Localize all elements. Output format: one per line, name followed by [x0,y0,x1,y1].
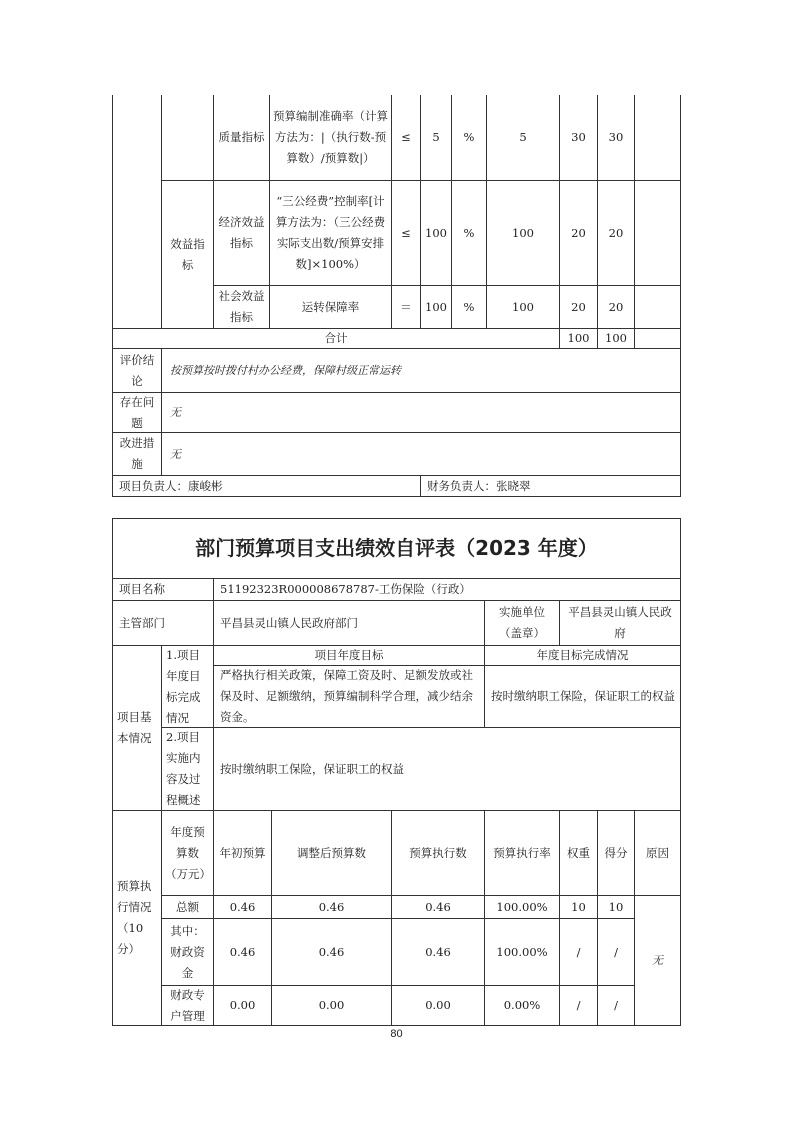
budget-cell: / [559,918,598,986]
reason: 无 [634,895,681,1026]
budget-header: 预算执行率 [484,810,560,896]
impl-content-label: 2.项目实施内容及过程概述 [161,727,214,811]
done-header: 年度目标完成情况 [484,645,681,666]
table-title: 部门预算项目支出绩效自评表（2023 年度） [112,518,681,579]
cell-subcategory: 质量指标 [213,95,270,181]
budget-cell: 0.46 [391,918,485,986]
cell-indicator: “三公经费”控制率[计算方法为：（三公经费实际支出数/预算安排数]×100%） [269,180,392,286]
cell-weight: 30 [559,95,598,181]
cell-actual: 100 [486,285,560,329]
budget-header: 年度预算数（万元） [161,810,214,896]
cell-unit: % [451,285,487,329]
cell-target: 100 [420,180,452,286]
cell-op: ＝ [391,285,421,329]
budget-cell: 0.00 [391,985,485,1026]
budget-cell: 0.46 [213,918,272,986]
budget-cell: 0.46 [391,895,485,919]
cell-indicator: 运转保障率 [269,285,392,329]
budget-cell: 0.00 [213,985,272,1026]
budget-header: 预算执行数 [391,810,485,896]
cell-blank [112,95,162,329]
problems-label: 存在问题 [112,392,162,433]
cell-blank [634,328,681,349]
budget-row-label: 其中：财政资金 [161,918,214,986]
goal-label: 1.项目年度目标完成情况 [161,645,214,728]
budget-cell: 100.00% [484,918,560,986]
cell-indicator: 预算编制准确率（计算方法为：|（执行数-预算数）/预算数|） [269,95,392,181]
budget-cell: 0.00% [484,985,560,1026]
budget-cell: 100.00% [484,895,560,919]
cell-unit: % [451,180,487,286]
project-name-label: 项目名称 [112,578,214,601]
cell-target: 5 [420,95,452,181]
project-lead: 项目负责人：康峻彬 [112,475,421,497]
cell-category [161,95,214,181]
budget-cell: / [597,985,635,1026]
budget-cell: / [597,918,635,986]
goal-text: 严格执行相关政策，保障工资及时、足额发放或社保及时、足额缴纳，预算编制科学合理，减少结余资金。 [213,665,485,728]
cell-score: 20 [597,285,635,329]
finance-lead: 财务负责人：张晓翠 [420,475,681,497]
budget-header: 得分 [597,810,635,896]
budget-header: 权重 [559,810,598,896]
budget-header: 调整后预算数 [271,810,392,896]
impl-label: 实施单位（盖章） [484,600,560,646]
cell-subcategory: 社会效益指标 [213,285,270,329]
budget-cell: 10 [559,895,598,919]
dept-label: 主管部门 [112,600,214,646]
basic-label: 项目基本情况 [112,645,162,811]
project-name: 51192323R000008678787-工伤保险（行政） [213,578,681,601]
improvements-label: 改进措施 [112,432,162,476]
cell-actual: 5 [486,95,560,181]
impl: 平昌县灵山镇人民政府 [559,600,681,646]
cell-actual: 100 [486,180,560,286]
cell-category: 效益指标 [161,180,214,329]
budget-header: 年初预算 [213,810,272,896]
improvements-value: 无 [161,432,681,476]
budget-cell: 0.46 [271,918,392,986]
cell-blank [634,180,681,286]
cell-target: 100 [420,285,452,329]
cell-blank [634,285,681,329]
cell-blank [634,95,681,181]
budget-cell: 0.46 [213,895,272,919]
budget-row-label: 总额 [161,895,214,919]
budget-cell: 0.00 [271,985,392,1026]
cell-weight: 20 [559,180,598,286]
total-weight: 100 [559,328,598,349]
budget-cell: / [559,985,598,1026]
conclusion-label: 评价结论 [112,348,162,393]
budget-header: 原因 [634,810,681,896]
cell-weight: 20 [559,285,598,329]
cell-unit: % [451,95,487,181]
page-number: 80 [390,1028,403,1040]
cell-score: 30 [597,95,635,181]
goal-header: 项目年度目标 [213,645,485,666]
budget-cell: 0.46 [271,895,392,919]
impl-content: 按时缴纳职工保险，保证职工的权益 [213,727,681,811]
cell-score: 20 [597,180,635,286]
dept: 平昌县灵山镇人民政府部门 [213,600,485,646]
done-text: 按时缴纳职工保险，保证职工的权益 [484,665,681,728]
total-score: 100 [597,328,635,349]
budget-row-label: 财政专户管理 [161,985,214,1026]
budget-cell: 10 [597,895,635,919]
total-label: 合计 [112,328,560,349]
budget-label: 预算执行情况（10分） [112,810,162,1026]
problems-value: 无 [161,392,681,433]
cell-op: ≤ [391,180,421,286]
cell-subcategory: 经济效益指标 [213,180,270,286]
conclusion-value: 按预算按时拨付村办公经费，保障村级正常运转 [161,348,681,393]
cell-op: ≤ [391,95,421,181]
